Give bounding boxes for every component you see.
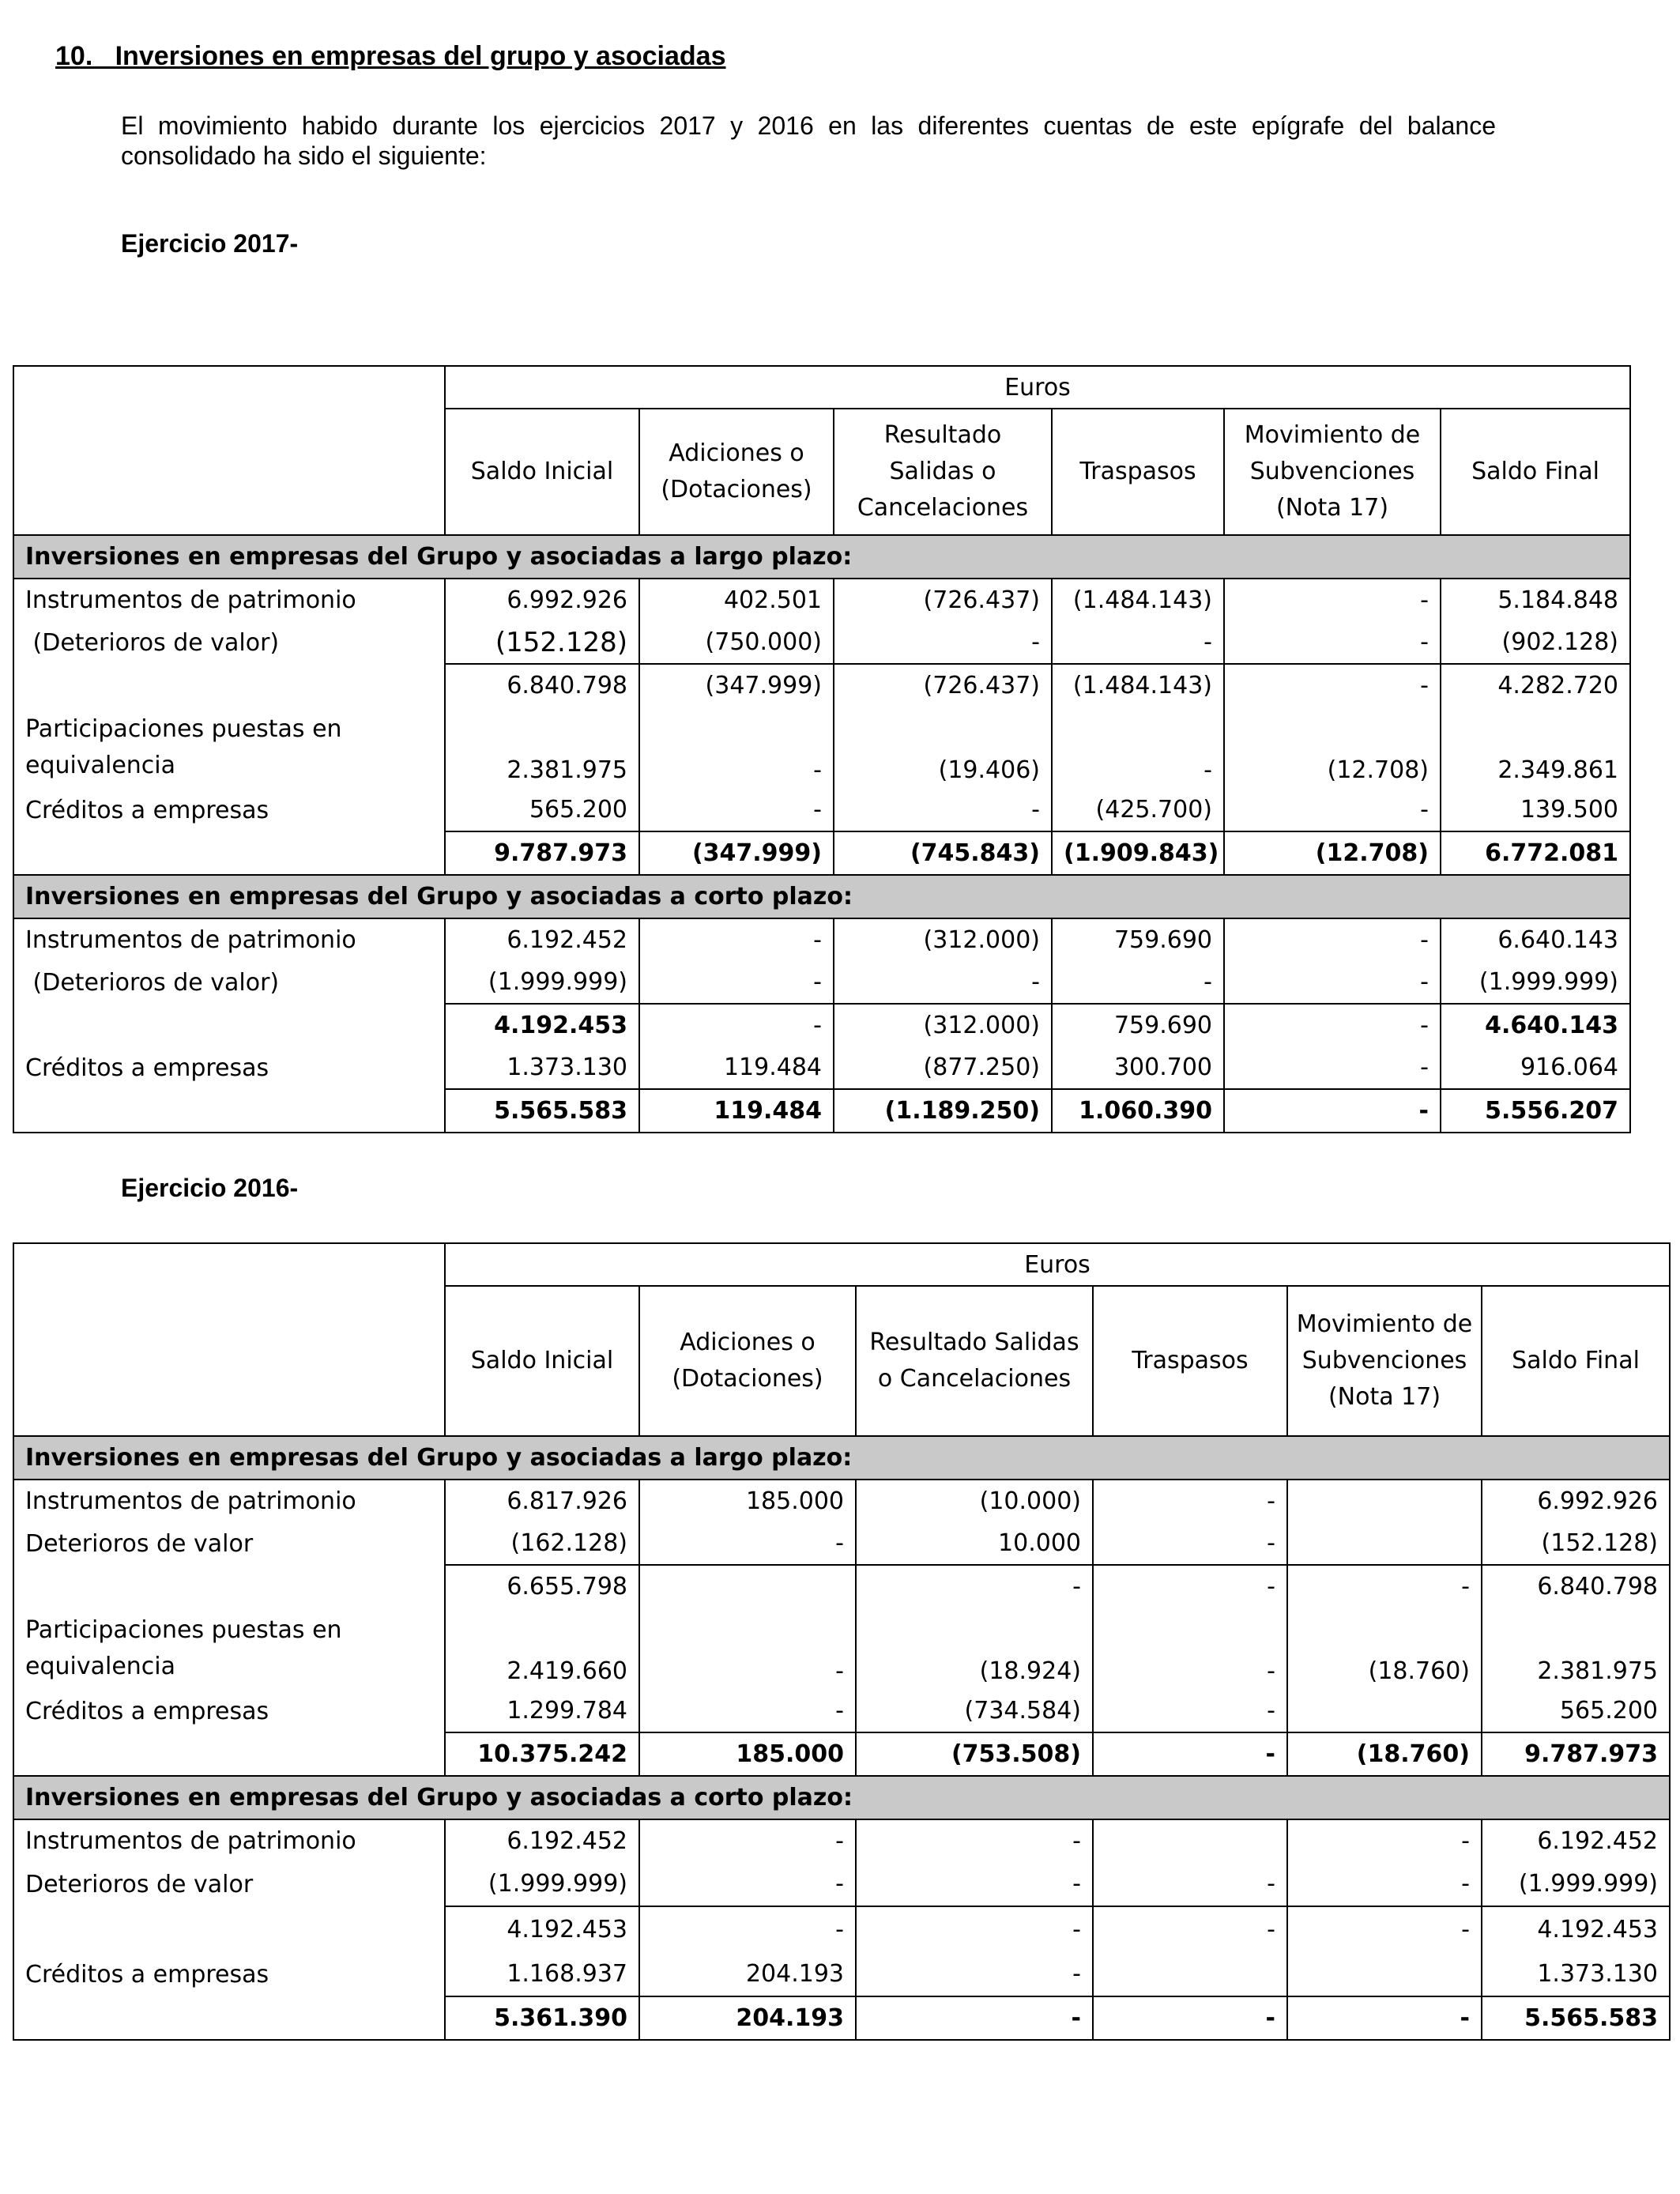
cell-value: 119.484 <box>639 1046 834 1089</box>
cell-value: 5.556.207 <box>1441 1089 1630 1133</box>
cell-value <box>1093 1819 1287 1862</box>
cell-value: (10.000) <box>856 1480 1093 1522</box>
cell-value: - <box>639 918 834 961</box>
col-resultado: Resultado Salidas o Cancelaciones <box>834 409 1052 535</box>
header-corner <box>13 1243 445 1436</box>
cell-value: - <box>1093 1906 1287 1952</box>
cell-value: - <box>1287 1996 1482 2040</box>
cell-value: 2.381.975 <box>1482 1608 1670 1690</box>
cell-value: - <box>834 789 1052 831</box>
cell-value: (734.584) <box>856 1690 1093 1732</box>
cell-value: (18.760) <box>1287 1732 1482 1776</box>
cell-value: - <box>1224 1089 1441 1133</box>
cell-value: 6.192.452 <box>445 918 639 961</box>
units-label: Euros <box>445 366 1630 409</box>
section-label: Inversiones en empresas del Grupo y asociadas a largo plazo: <box>13 535 1630 579</box>
header-units-row <box>13 366 1630 409</box>
cell-value: - <box>1224 621 1441 664</box>
table-row-total <box>13 1996 1670 2040</box>
header-units-row <box>13 1243 1670 1286</box>
cell-value: (1.999.999) <box>1441 961 1630 1004</box>
table-row <box>13 1819 1670 1862</box>
cell-value: 4.192.453 <box>1482 1906 1670 1952</box>
cell-value: - <box>1093 1732 1287 1776</box>
cell-value: - <box>1052 707 1224 789</box>
row-label <box>13 1906 445 1952</box>
cell-value: 4.192.453 <box>445 1004 639 1046</box>
col-saldo-final: Saldo Final <box>1482 1286 1670 1436</box>
col-traspasos: Traspasos <box>1052 409 1224 535</box>
cell-value <box>1287 1952 1482 1996</box>
row-label <box>13 1089 445 1133</box>
cell-value: (152.128) <box>1482 1522 1670 1565</box>
cell-value: - <box>1093 1996 1287 2040</box>
cell-value: 1.373.130 <box>1482 1952 1670 1996</box>
cell-value: 4.640.143 <box>1441 1004 1630 1046</box>
cell-value: - <box>1093 1690 1287 1732</box>
col-traspasos: Traspasos <box>1093 1286 1287 1436</box>
cell-value <box>639 1565 856 1608</box>
cell-value: - <box>1052 961 1224 1004</box>
cell-value: - <box>639 1690 856 1732</box>
cell-value: (726.437) <box>834 664 1052 707</box>
cell-value: 1.168.937 <box>445 1952 639 1996</box>
table-row <box>13 579 1630 621</box>
row-label: (Deterioros de valor) <box>13 621 445 664</box>
cell-value: 185.000 <box>639 1732 856 1776</box>
cell-value: - <box>1093 1522 1287 1565</box>
row-label <box>13 1565 445 1608</box>
cell-value: - <box>1224 664 1441 707</box>
row-label: Participaciones puestas en equivalencia <box>13 707 445 789</box>
table-row <box>13 789 1630 831</box>
col-saldo-inicial: Saldo Inicial <box>445 409 639 535</box>
cell-value: 204.193 <box>639 1996 856 2040</box>
cell-value: 6.655.798 <box>445 1565 639 1608</box>
cell-value: - <box>856 1996 1093 2040</box>
table-2017 <box>13 365 1631 1133</box>
units-label: Euros <box>445 1243 1670 1286</box>
table-row-total <box>13 1089 1630 1133</box>
section-label: Inversiones en empresas del Grupo y asociadas a corto plazo: <box>13 1776 1670 1819</box>
cell-value <box>1287 1480 1482 1522</box>
table-row-subtotal <box>13 664 1630 707</box>
cell-value: - <box>639 1819 856 1862</box>
cell-value: (152.128) <box>445 621 639 664</box>
cell-value: - <box>1093 1565 1287 1608</box>
col-subvenciones: Movimiento de Subvenciones (Nota 17) <box>1287 1286 1482 1436</box>
cell-value: - <box>834 961 1052 1004</box>
table-row <box>13 961 1630 1004</box>
section-heading: 10. Inversiones en empresas del grupo y asociadas <box>55 41 726 71</box>
cell-value: (1.189.250) <box>834 1089 1052 1133</box>
table-row-subtotal <box>13 1906 1670 1952</box>
table-row <box>13 1608 1670 1690</box>
cell-value: - <box>1052 621 1224 664</box>
cell-value: 1.060.390 <box>1052 1089 1224 1133</box>
cell-value: - <box>639 789 834 831</box>
cell-value: (877.250) <box>834 1046 1052 1089</box>
table-row-subtotal <box>13 1565 1670 1608</box>
cell-value: 6.840.798 <box>1482 1565 1670 1608</box>
cell-value: 6.192.452 <box>445 1819 639 1862</box>
cell-value: 185.000 <box>639 1480 856 1522</box>
table-row <box>13 1952 1670 1996</box>
cell-value: - <box>639 707 834 789</box>
table-row-total <box>13 1732 1670 1776</box>
cell-value: (12.708) <box>1224 707 1441 789</box>
cell-value: - <box>1287 1862 1482 1906</box>
cell-value: 9.787.973 <box>445 831 639 875</box>
cell-value: (902.128) <box>1441 621 1630 664</box>
cell-value: (162.128) <box>445 1522 639 1565</box>
cell-value: 6.992.926 <box>445 579 639 621</box>
col-saldo-final: Saldo Final <box>1441 409 1630 535</box>
row-label <box>13 831 445 875</box>
cell-value: - <box>1224 1004 1441 1046</box>
cell-value: - <box>639 1608 856 1690</box>
cell-value: - <box>1224 789 1441 831</box>
cell-value: 916.064 <box>1441 1046 1630 1089</box>
table-row <box>13 918 1630 961</box>
cell-value: 10.375.242 <box>445 1732 639 1776</box>
cell-value: (312.000) <box>834 918 1052 961</box>
cell-value: - <box>856 1952 1093 1996</box>
table-row <box>13 1046 1630 1089</box>
cell-value: 300.700 <box>1052 1046 1224 1089</box>
cell-value: - <box>1287 1906 1482 1952</box>
cell-value: 2.381.975 <box>445 707 639 789</box>
cell-value: - <box>1224 918 1441 961</box>
table-row <box>13 1690 1670 1732</box>
cell-value: - <box>856 1862 1093 1906</box>
cell-value: - <box>639 1862 856 1906</box>
cell-value: - <box>1224 961 1441 1004</box>
cell-value: - <box>1093 1862 1287 1906</box>
row-label: Créditos a empresas <box>13 1690 445 1732</box>
row-label <box>13 1004 445 1046</box>
cell-value: 6.992.926 <box>1482 1480 1670 1522</box>
table-row-total <box>13 831 1630 875</box>
table-2016 <box>13 1242 1671 2041</box>
cell-value: - <box>856 1906 1093 1952</box>
cell-value: 1.373.130 <box>445 1046 639 1089</box>
cell-value: (1.999.999) <box>445 1862 639 1906</box>
section-label: Inversiones en empresas del Grupo y asociadas a largo plazo: <box>13 1436 1670 1480</box>
table-row <box>13 1862 1670 1906</box>
cell-value: 10.000 <box>856 1522 1093 1565</box>
cell-value: 9.787.973 <box>1482 1732 1670 1776</box>
row-label: Participaciones puestas en equivalencia <box>13 1608 445 1690</box>
cell-value: (726.437) <box>834 579 1052 621</box>
row-label: Deterioros de valor <box>13 1862 445 1906</box>
cell-value <box>1093 1952 1287 1996</box>
row-label: (Deterioros de valor) <box>13 961 445 1004</box>
row-label: Deterioros de valor <box>13 1522 445 1565</box>
cell-value: 2.419.660 <box>445 1608 639 1690</box>
cell-value: (1.484.143) <box>1052 579 1224 621</box>
cell-value: 5.361.390 <box>445 1996 639 2040</box>
row-label: Instrumentos de patrimonio <box>13 1480 445 1522</box>
cell-value: 6.840.798 <box>445 664 639 707</box>
cell-value: 5.565.583 <box>445 1089 639 1133</box>
section-row-largo-plazo <box>13 535 1630 579</box>
cell-value: 204.193 <box>639 1952 856 1996</box>
cell-value: (745.843) <box>834 831 1052 875</box>
col-adiciones: Adiciones o (Dotaciones) <box>639 409 834 535</box>
cell-value: 119.484 <box>639 1089 834 1133</box>
cell-value: 6.817.926 <box>445 1480 639 1522</box>
cell-value: (12.708) <box>1224 831 1441 875</box>
cell-value: - <box>856 1819 1093 1862</box>
cell-value: (750.000) <box>639 621 834 664</box>
cell-value: 6.640.143 <box>1441 918 1630 961</box>
table-row <box>13 1480 1670 1522</box>
cell-value: - <box>1224 579 1441 621</box>
cell-value: 759.690 <box>1052 918 1224 961</box>
cell-value: - <box>639 1004 834 1046</box>
table-row <box>13 621 1630 664</box>
col-subvenciones: Movimiento de Subvenciones (Nota 17) <box>1224 409 1441 535</box>
table-row-subtotal <box>13 1004 1630 1046</box>
cell-value: - <box>856 1565 1093 1608</box>
cell-value: (19.406) <box>834 707 1052 789</box>
cell-value <box>1287 1522 1482 1565</box>
cell-value: 402.501 <box>639 579 834 621</box>
cell-value: - <box>1224 1046 1441 1089</box>
row-label: Créditos a empresas <box>13 1952 445 1996</box>
cell-value: (1.909.843) <box>1052 831 1224 875</box>
cell-value: (753.508) <box>856 1732 1093 1776</box>
col-saldo-inicial: Saldo Inicial <box>445 1286 639 1436</box>
cell-value: - <box>639 1522 856 1565</box>
cell-value: 1.299.784 <box>445 1690 639 1732</box>
cell-value: (18.760) <box>1287 1608 1482 1690</box>
table-row <box>13 707 1630 789</box>
row-label: Instrumentos de patrimonio <box>13 918 445 961</box>
cell-value <box>1287 1690 1482 1732</box>
row-label <box>13 664 445 707</box>
cell-value: 6.772.081 <box>1441 831 1630 875</box>
cell-value: (347.999) <box>639 664 834 707</box>
section-row-largo-plazo <box>13 1436 1670 1480</box>
cell-value: 5.184.848 <box>1441 579 1630 621</box>
cell-value: 4.192.453 <box>445 1906 639 1952</box>
cell-value: (1.999.999) <box>1482 1862 1670 1906</box>
cell-value: - <box>834 621 1052 664</box>
cell-value: (312.000) <box>834 1004 1052 1046</box>
row-label: Instrumentos de patrimonio <box>13 1819 445 1862</box>
cell-value: 139.500 <box>1441 789 1630 831</box>
cell-value: (425.700) <box>1052 789 1224 831</box>
cell-value: 759.690 <box>1052 1004 1224 1046</box>
cell-value: (18.924) <box>856 1608 1093 1690</box>
header-corner <box>13 366 445 535</box>
row-label <box>13 1732 445 1776</box>
cell-value: - <box>1287 1565 1482 1608</box>
row-label: Créditos a empresas <box>13 789 445 831</box>
cell-value: 4.282.720 <box>1441 664 1630 707</box>
cell-value: (1.484.143) <box>1052 664 1224 707</box>
cell-value: 565.200 <box>445 789 639 831</box>
cell-value: (347.999) <box>639 831 834 875</box>
subtitle-2017: Ejercicio 2017- <box>121 229 299 258</box>
cell-value: 6.192.452 <box>1482 1819 1670 1862</box>
col-resultado: Resultado Salidas o Cancelaciones <box>856 1286 1093 1436</box>
row-label: Créditos a empresas <box>13 1046 445 1089</box>
col-adiciones: Adiciones o (Dotaciones) <box>639 1286 856 1436</box>
cell-value: 2.349.861 <box>1441 707 1630 789</box>
subtitle-2016: Ejercicio 2016- <box>121 1174 299 1202</box>
cell-value: - <box>639 1906 856 1952</box>
row-label <box>13 1996 445 2040</box>
cell-value: 565.200 <box>1482 1690 1670 1732</box>
section-label: Inversiones en empresas del Grupo y asociadas a corto plazo: <box>13 875 1630 918</box>
cell-value: - <box>639 961 834 1004</box>
cell-value: - <box>1093 1608 1287 1690</box>
cell-value: - <box>1093 1480 1287 1522</box>
cell-value: (1.999.999) <box>445 961 639 1004</box>
section-row-corto-plazo <box>13 1776 1670 1819</box>
intro-paragraph: El movimiento habido durante los ejercicios 2017 y 2016 en las diferentes cuentas de este epígrafe del balance consolidado ha sido el siguiente: <box>121 111 1496 170</box>
cell-value: - <box>1287 1819 1482 1862</box>
section-row-corto-plazo <box>13 875 1630 918</box>
table-row <box>13 1522 1670 1565</box>
row-label: Instrumentos de patrimonio <box>13 579 445 621</box>
cell-value: 5.565.583 <box>1482 1996 1670 2040</box>
